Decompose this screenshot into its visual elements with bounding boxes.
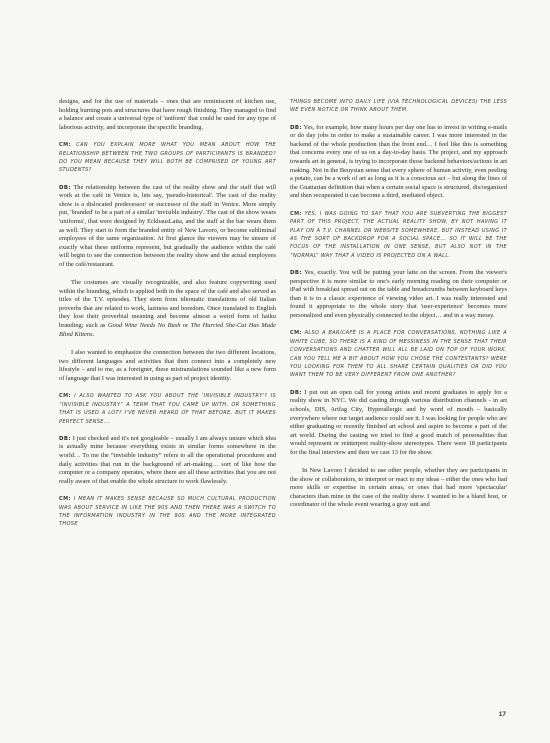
speaker-label: DB: — [59, 184, 71, 191]
text-columns — [59, 98, 508, 538]
paragraph: In New Lavoro I decided to use other people, whether they are participants in the show or collaborators, to interpret or react to my ideas – either the ones who had more skills or expertise in certain areas, or ones that had more 'spectacular' characters than mine in the case of the reality show. I wanted to be a bland host, or coordinator of the whole event wearing a gray suit and — [290, 467, 507, 509]
answer-text: Yes, for example, how many hours per day one has to invest in writing e-mails or do day jobs in order to make a sustainable career. I was more interested in the backend of the whole production than the front end… I feel like this is something that concerns every one of us on a day-to-day basis. The project, and my approach towards art in general, is trying to incorporate those backend behaviors/actions in art making. Not in the Beuysian sense that every sphere of human activity, even peeling a potato, can be a work of art as long as it is a conscious act – but along the lines of the Guattarian definition that when a certain social space is structured, dis/organized and then recuperated it can become a third, mediated object. — [290, 123, 507, 200]
paragraph: I also wanted to emphasize the connection between the two different locations, two different languages and activities that then connect into a completely new lifestyle – and to me, as a foreigner, these mistranslations sounded like a new form of language that I was interested in using as part of project identity. — [59, 349, 276, 382]
speaker-label: CM: — [290, 330, 302, 337]
right-column — [290, 98, 507, 538]
question — [290, 210, 507, 260]
answer-text: Yes, exactly. You will be putting your latte on the screen. From the viewer's perspective it is more similar to one's early morning reading on their computer or iPad with breakfast spread out on the table and breadcrumbs between keyboard keys than it is to a classic experience of viewing video art. I was really interested and found it appropriate to the whole story that 'user-experience' becomes more personalized and even physically connected to the object… and in a way messy. — [290, 269, 507, 319]
question-text: YES, I WAS GOING TO SAY THAT YOU ARE SUBVERTING THE BIGGEST PART OF THIS PROJECT, THE ACTUAL REALITY SHOW, BY NOT HAVING IT PLAY ON A T.V. CHANNEL OR WEBSITE SOMEWHERE, BUT INSTEAD USING IT AS THE SORT OF BACKDROP FOR A SOCIAL SPACE... SO IT WILL BE THE FOCUS OF THE INSTALLATION IN ONE SENSE, BUT ALSO NOT IN THE “NORMAL” WAY THAT A VIDEO IS PROJECTED ON A WALL. — [290, 210, 507, 259]
italic-title: Good Wine Needs No Bush — [107, 322, 181, 330]
answer — [290, 389, 507, 457]
paragraph-text: . — [92, 330, 95, 338]
answer-text: I put out an open call for young artists and recent graduates to apply for a reality show in NYC. We did casting through various distribution channels - in art schools, DIS, Artfag City, Hyperallergic and by word of mouth – basically everywhere where our target audience could see it. I was looking for people who are either graduating or recently finished art school and aspire to become a part of the art world. During the casting we tried to find a good match of personalities that would represent or reinterpret reality-show stereotypes. There were 18 participants for the final interview and then we cast 13 for the show. — [290, 388, 507, 456]
question — [59, 392, 276, 426]
italic-title: The Hurried She-Cat Has Made Blind Kittens — [59, 322, 276, 338]
answer — [290, 124, 507, 201]
question — [290, 329, 507, 379]
paragraph-text: The costumes are visually recognizable, and also feature copywriting used within the branding, which is applied both in the space of the café and also served as titles of the T.V. episodes. They stem from idiomatic translations of old Italian proverbs that are related to work, laziness and boredom. Once translated to English they lose their proverbial meaning and become almost a weird form of haiku branding; such as — [59, 279, 276, 330]
answer — [59, 435, 276, 486]
speaker-label: CM: — [59, 142, 71, 149]
speaker-label: CM: — [290, 210, 302, 217]
paragraph — [59, 279, 276, 339]
speaker-label: DB: — [290, 124, 302, 131]
paragraph-text: or — [180, 322, 191, 330]
answer-text: I just checked and it's not googleable – usually I am always unsure which idea is actually mine because everything exists in similar forms somewhere in the world… To me the “invisible industry” refers to all the operational procedures and daily activities that run in the background of art-making… sort of like how the computer or a company operates, where there are all these activities that you are not really aware of that enable the whole structure to work flawlessly. — [59, 434, 276, 485]
answer-text: The relationship between the cast of the reality show and the staff that will work at the café in Venice is, lets say, 'pseudo-historical'. The cast of the reality show is a dislocated predecessor/ or successor of the staff in Venice. More simply put, 'branded' to be a part of a similar 'invisible industry'. The cast of the show wears 'uniforms', that were designed by EckhausLatta, and the staff at the bar wears them as well. They start to form the branded entity of New Lavoro, or become subliminal employees of the same organization. At first glance the viewers may be unsure of exactly what these uniforms represent, but gradually the audience within the café will begin to see the connection between the reality show and the actual employees of the café/restaurant. — [59, 183, 276, 268]
question-continued: THINGS BECOME INTO DAILY LIFE (VIA TECHNOLOGICAL DEVICES) THE LESS WE EVEN NOTICE OR THINK ABOUT THEM. — [290, 99, 507, 114]
speaker-label: DB: — [59, 435, 71, 442]
speaker-label: DB: — [290, 270, 302, 277]
question — [59, 141, 276, 175]
question-text: I MEAN IT MAKES SENSE BECAUSE SO MUCH CULTURAL PRODUCTION WAS ABOUT SERVICE IN LIKE THE 90S AND THEN THERE WAS A SWITCH TO THE INFORMATION INDUSTRY IN THE 90S AND THE MORE INTEGRATED THOSE — [59, 496, 276, 528]
paragraph: designs, and for the use of materials – ones that are reminiscent of kitchen use, holding burning pots and structures that have rough finishing. They managed to find a balance and create a universal type of 'uniform' that could be used for any type of laborious activity, and incorporate the specific branding. — [59, 98, 276, 131]
question-text: ALSO A BAR/CAFÉ IS A PLACE FOR CONVERSATIONS, NOTHING LIKE A WHITE CUBE, SO THERE IS A KIND OF MESSINESS IN THE SENSE THAT THEIR CONVERSATIONS AND CHATTER WILL ALL BE LAID ON TOP OF YOUR WORK. CAN YOU TELL ME A BIT ABOUT HOW YOU CHOSE THE CONTESTANTS? WERE YOU LOOKING FOR THEM TO ALL SHARE CERTAIN QUALITIES OR DID YOU WANT THEM TO BE VERY DIFFERENT FROM ONE ANOTHER? — [290, 330, 507, 379]
question-text: CAN YOU EXPLAIN MORE WHAT YOU MEAN ABOUT HOW THE RELATIONSHIP BETWEEN THE TWO GROUPS OF PARTICIPANTS IS BRANDED? DO YOU MEAN BECAUSE THEY WILL BOTH BE COMPRISED OF YOUNG ART STUDENTS? — [59, 142, 276, 174]
question-text: I ALSO WANTED TO ASK YOU ABOUT THE 'INVISIBLE INDUSTRY'? IS “INVISIBLE INDUSTRY” A TERM THAT YOU CAME UP WITH, OR SOMETHING THAT IS USED A LOT? I'VE NEVER HEARD OF THAT BEFORE, BUT IT MAKES PERFECT SENSE... — [59, 393, 276, 425]
left-column — [59, 98, 276, 538]
question — [59, 495, 276, 529]
answer — [290, 269, 507, 320]
page-number: 17 — [498, 711, 506, 718]
speaker-label: CM: — [59, 393, 71, 400]
speaker-label: DB: — [290, 389, 302, 396]
speaker-label: CM: — [59, 496, 71, 503]
answer — [59, 184, 276, 269]
